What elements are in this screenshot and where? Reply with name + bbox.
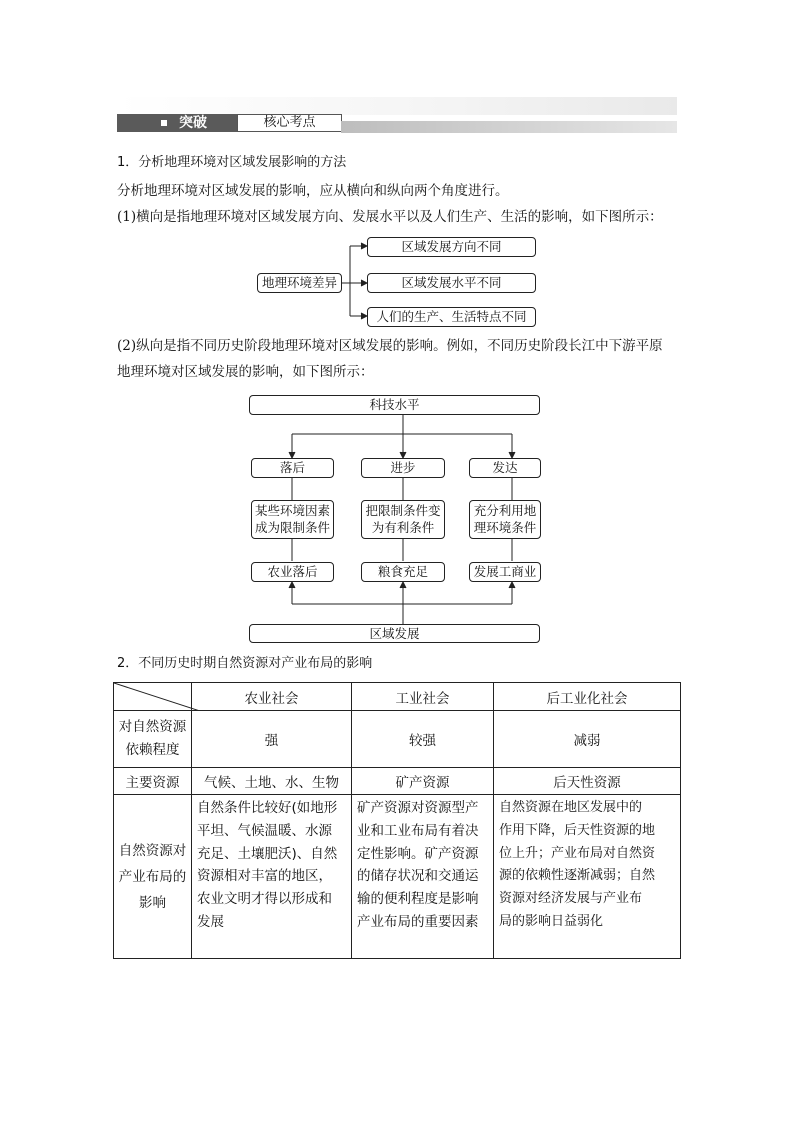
- table-cell: [494, 795, 681, 959]
- row-label-line: 依赖程度: [125, 742, 180, 758]
- cell-line: 定性影响。矿产资源: [357, 845, 479, 862]
- cell-line: 的储存状况和交通运: [357, 868, 479, 885]
- row-label-line: 自然资源对: [118, 842, 187, 859]
- diagram1-target-box: 人们的生产、生活特点不同: [367, 307, 536, 327]
- cell-line: 充足、土壤肥沃)、自然: [197, 845, 338, 862]
- diagram2-level-box: 发达: [469, 458, 541, 478]
- section1-intro: 分析地理环境对区域发展的影响，应从横向和纵向两个角度进行。: [117, 183, 509, 199]
- diagram1-source-box: 地理环境差异: [257, 273, 342, 293]
- cell-line: 平坦、气候温暖、水源: [197, 822, 332, 839]
- cell-line: 自然资源在地区发展中的: [499, 800, 643, 815]
- diagonal-line: [114, 683, 200, 711]
- table-header-cell: 后工业化社会: [494, 683, 681, 711]
- diagram2-level-box: 进步: [361, 458, 445, 478]
- table-header-cell: 农业社会: [192, 683, 352, 711]
- diagram2-condition-line: 某些环境因素: [254, 503, 330, 518]
- diagram2-outcome-box: 发展工商业: [469, 562, 541, 582]
- diagram2-condition-line: 为有利条件: [371, 520, 435, 535]
- row-label-line: 产业布局的: [118, 868, 187, 885]
- diagram2-level-box: 落后: [251, 458, 334, 478]
- resource-table: [113, 682, 681, 959]
- table-cell: 矿产资源: [352, 768, 494, 795]
- diagram1-target-box: 区域发展方向不同: [367, 237, 536, 257]
- cell-line: 资源对经济发展与产业布: [499, 891, 643, 907]
- cell-line: 资源相对丰富的地区，: [197, 868, 332, 885]
- diagram2-bottom-box: 区域发展: [249, 624, 540, 643]
- table-row-label: [114, 795, 192, 959]
- table-header-cell: 工业社会: [352, 683, 494, 711]
- section-tag-title: 核心考点: [237, 114, 342, 132]
- row-label-line: 对自然资源: [118, 719, 187, 735]
- cell-line: 发展: [197, 913, 224, 930]
- cell-line: 矿产资源对资源型产: [357, 800, 479, 816]
- section1-para2-line2: 地理环境对区域发展的影响，如下图所示：: [117, 364, 374, 380]
- section1-heading: 1．分析地理环境对区域发展影响的方法: [117, 155, 347, 170]
- diagram2-outcome-box: 粮食充足: [361, 562, 445, 582]
- diagram2-condition-box: [251, 500, 334, 539]
- cell-line: 输的便利程度是影响: [357, 891, 479, 908]
- diagram1-target-box: 区域发展水平不同: [367, 273, 536, 293]
- cell-line: 产业布局的重要因素: [357, 913, 479, 930]
- diagram2-condition-line: 充分利用地: [473, 503, 537, 518]
- cell-line: 农业文明才得以形成和: [197, 891, 332, 908]
- diagram2-top-box: 科技水平: [249, 395, 540, 415]
- section-tag-label: 突破: [179, 115, 207, 131]
- cell-line: 自然条件比较好(如地形: [197, 800, 338, 816]
- table-cell: [352, 795, 494, 959]
- diagram2-condition-line: 把限制条件变: [365, 503, 441, 518]
- diagram2-condition-line: 理环境条件: [473, 520, 537, 535]
- table-cell: 后天性资源: [494, 768, 681, 795]
- section1-para2-line1: (2)纵向是指不同历史阶段地理环境对区域发展的影响。例如，不同历史阶段长江中下游平原: [117, 338, 663, 354]
- diagram2-condition-line: 成为限制条件: [254, 520, 330, 535]
- table-corner-cell: [114, 683, 192, 711]
- cell-line: 局的影响日益弱化: [499, 913, 604, 929]
- cell-line: 位上升；产业布局对自然资: [499, 845, 656, 861]
- section2-heading: 2．不同历史时期自然资源对产业布局的影响: [117, 656, 373, 671]
- table-cell: 气候、土地、水、生物: [192, 768, 352, 795]
- table-cell: 强: [192, 711, 352, 768]
- section1-para1: (1)横向是指地理环境对区域发展方向、发展水平以及人们生产、生活的影响，如下图所示：: [117, 209, 663, 225]
- table-row-label: 主要资源: [114, 768, 192, 795]
- table-row-label: [114, 711, 192, 768]
- cell-line: 源的依赖性逐渐减弱；自然: [499, 868, 656, 884]
- diagram2-condition-box: [469, 500, 541, 539]
- table-cell: 减弱: [494, 711, 681, 768]
- table-cell: [192, 795, 352, 959]
- diagram2-condition-box: [361, 500, 445, 539]
- table-cell: 较强: [352, 711, 494, 768]
- row-label-line: 影响: [139, 894, 166, 911]
- cell-line: 作用下降，后天性资源的地: [499, 822, 656, 838]
- cell-line: 业和工业布局有着决: [357, 822, 479, 839]
- diagram2-outcome-box: 农业落后: [251, 562, 334, 582]
